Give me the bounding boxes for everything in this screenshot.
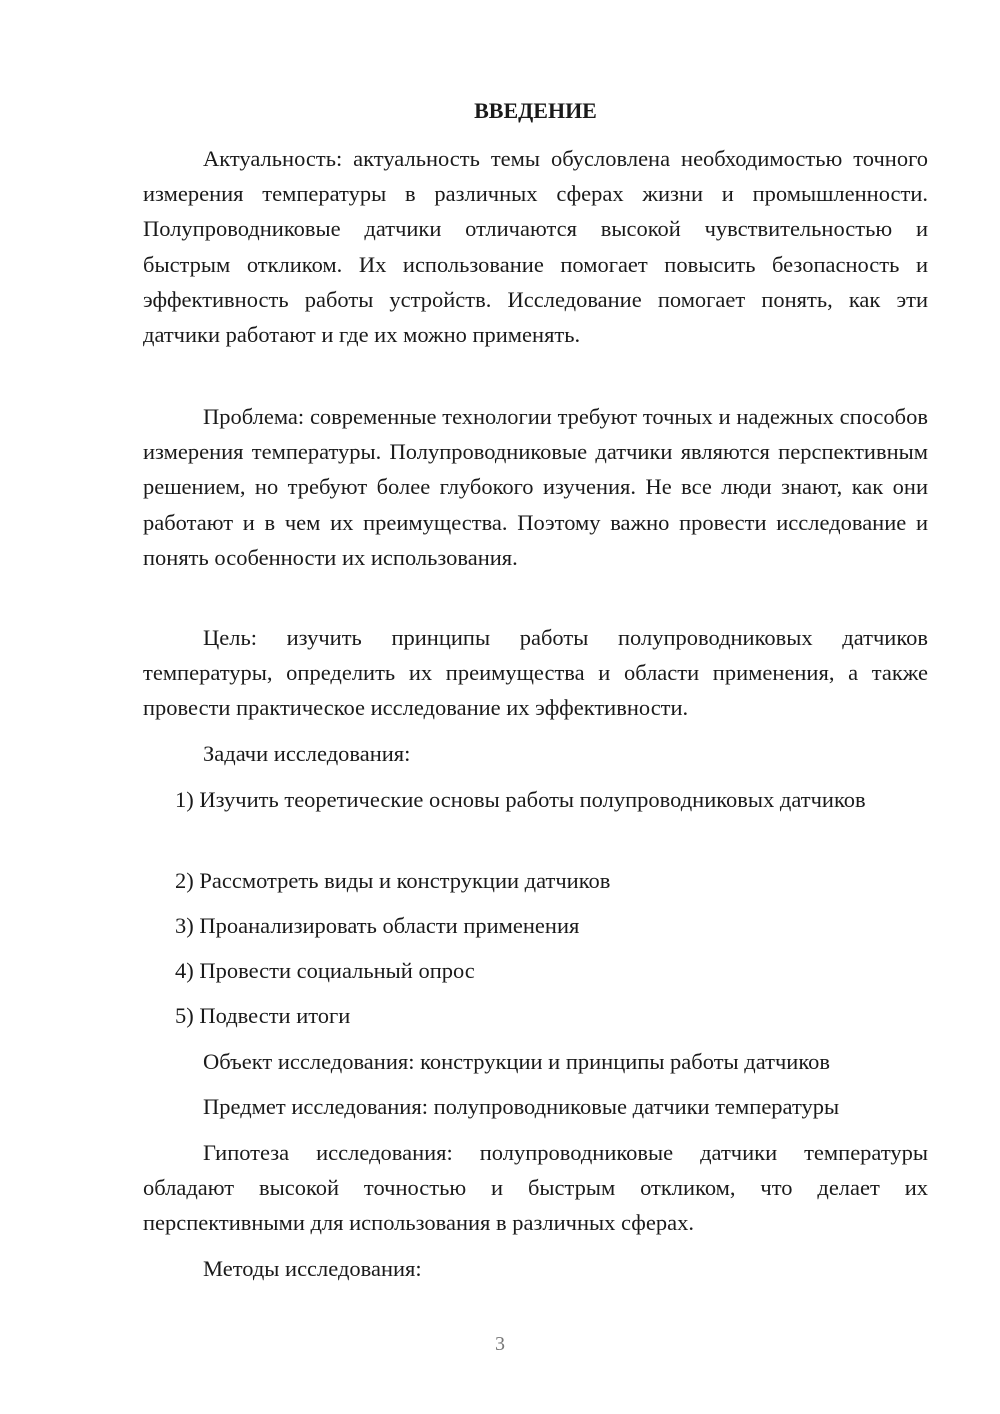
task-item-2: 2) Рассмотреть виды и конструкции датчиков: [175, 868, 611, 893]
page-title: ВВЕДЕНИЕ: [474, 98, 597, 123]
hypothesis-paragraph: Гипотеза исследования: полупроводниковые датчики температуры обладают высокой точностью и быстрым откликом, что делает их перспективными для использования в различных сферах.: [143, 1140, 928, 1236]
page-number: 3: [495, 1333, 505, 1355]
task-item-4: 4) Провести социальный опрос: [175, 958, 475, 983]
task-item-1: 1) Изучить теоретические основы работы полупроводниковых датчиков: [175, 787, 866, 812]
goal-paragraph: Цель: изучить принципы работы полупроводниковых датчиков температуры, определить их преимущества и области применения, а также провести практическое исследование их эффективности.: [143, 625, 928, 721]
tasks-heading: Задачи исследования:: [203, 741, 411, 766]
problem-paragraph: Проблема: современные технологии требуют точных и надежных способов измерения температуры. Полупроводниковые датчики являются перспективным решением, но требуют более глубокого изучения. Не все люди знают, как они работают и в чем их преимущества. Поэтому важно провести исследование и понять особенности их использования.: [143, 404, 928, 570]
task-item-5: 5) Подвести итоги: [175, 1003, 351, 1028]
subject-paragraph: Предмет исследования: полупроводниковые датчики температуры: [203, 1094, 840, 1119]
object-paragraph: Объект исследования: конструкции и принципы работы датчиков: [203, 1049, 830, 1074]
task-item-3: 3) Проанализировать области применения: [175, 913, 580, 938]
methods-paragraph: Методы исследования:: [203, 1256, 422, 1281]
relevance-paragraph: Актуальность: актуальность темы обусловлена необходимостью точного измерения температуры в различных сферах жизни и промышленности. Полупроводниковые датчики отличаются высокой чувствительностью и быстрым откликом. Их использование помогает повысить безопасность и эффективность работы устройств. Исследование помогает понять, как эти датчики работают и где их можно применять.: [143, 146, 928, 348]
